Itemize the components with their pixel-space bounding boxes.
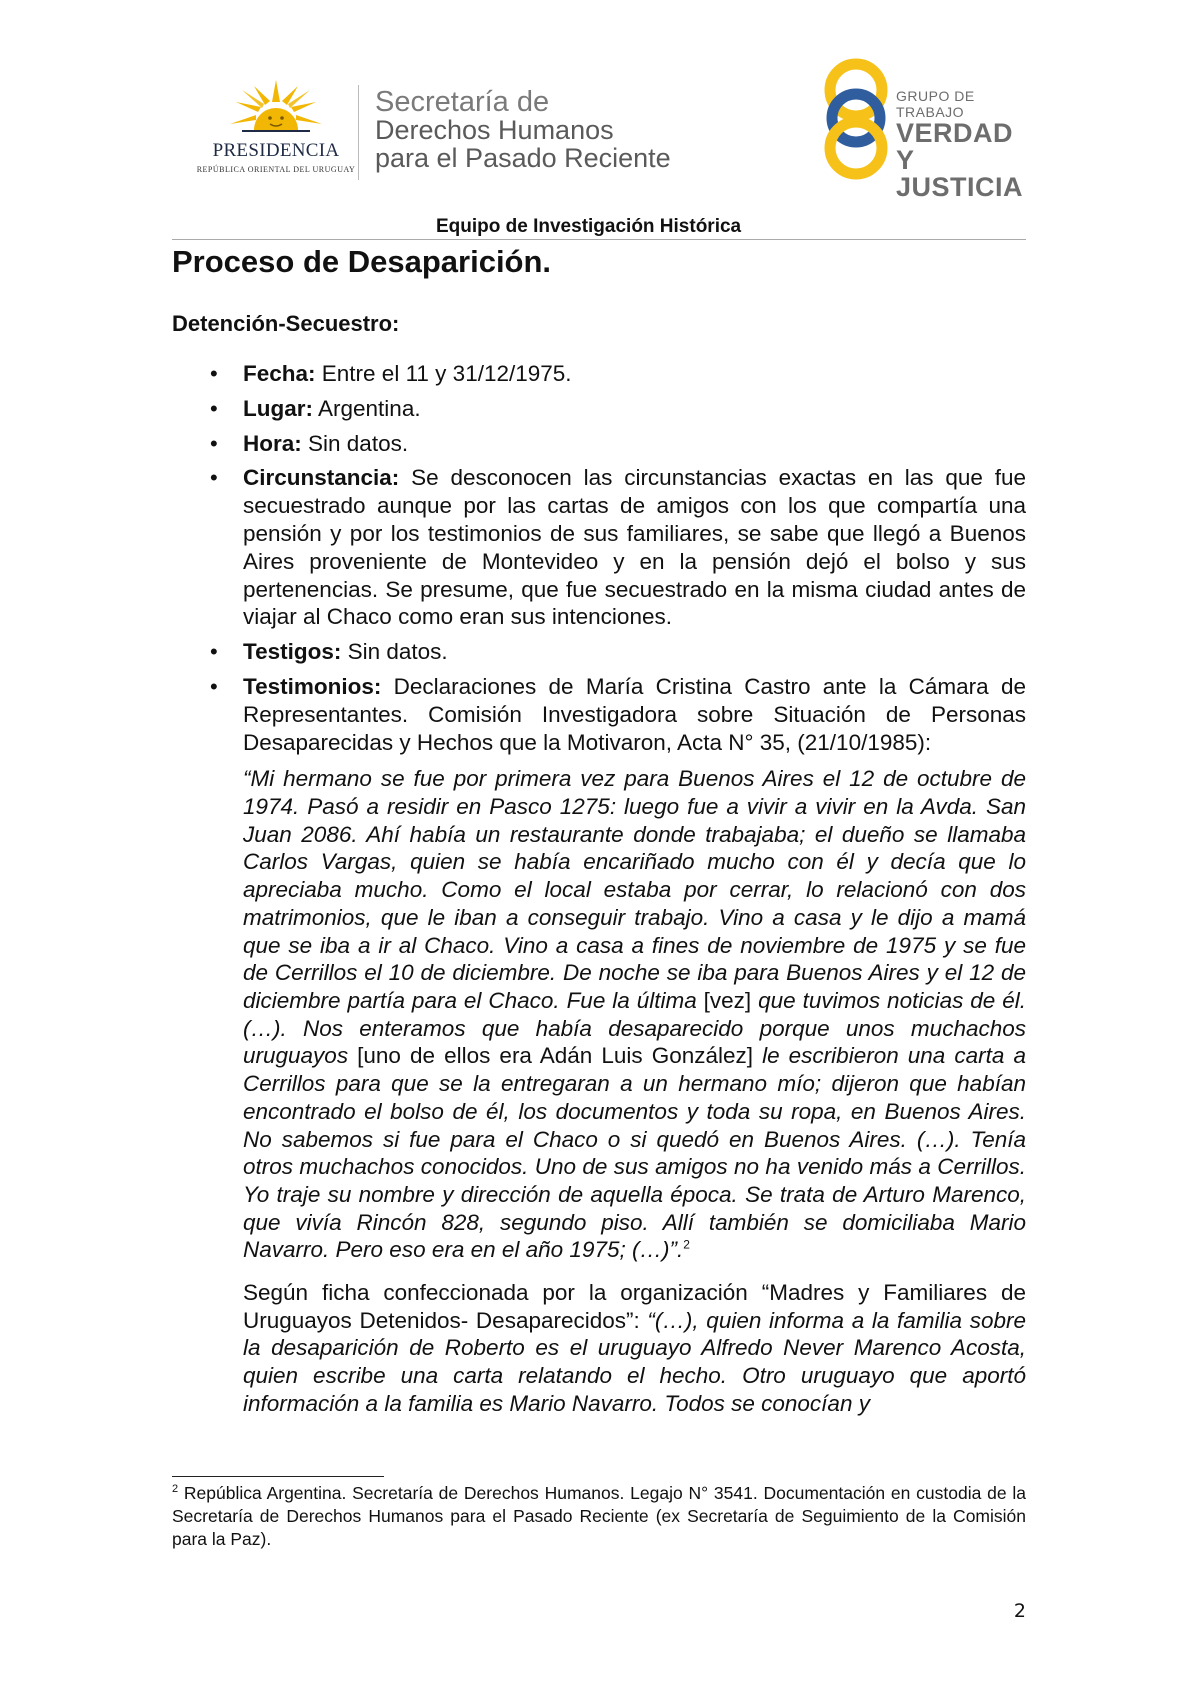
item-text: Sin datos. xyxy=(301,430,409,456)
item-label: Circunstancia: xyxy=(243,465,400,491)
item-label: Hora: xyxy=(243,430,302,456)
item-text: Declaraciones de María Cristina Castro ante la Cámara de Representantes. Comisión Investigadora sobre Situación de Personas Desaparecidas y Hechos que la Motivaron, Acta N° 35, (21/10/1985): xyxy=(243,673,1026,755)
presidencia-name: PRESIDENCIA xyxy=(212,140,340,161)
sun-icon xyxy=(228,78,324,140)
grupo-line1: GRUPO DE TRABAJO xyxy=(896,88,975,120)
quote-part2: que tuvimos noticias de él. (…). Nos enteramos que había desaparecido porque unos muchachos uruguayos xyxy=(243,987,1026,1069)
grupo-trabajo-text xyxy=(896,88,1038,201)
list-item-testigos xyxy=(172,638,1026,666)
quote-insert1: [vez] xyxy=(703,987,752,1013)
detail-list xyxy=(172,360,1026,756)
quote-part3: le escribieron una carta a Cerrillos para que se la entregaran a un hermano mío; dijeron que habían encontrado el bolso de él, los documentos y toda su ropa, en Buenos Aires. No sabemos si fue para el Chaco o si quedó en Buenos Aires. (…). Tenía otros muchachos conocidos. Uno de sus amigos no ha venido más a Cerrillos. Yo traje su nombre y dirección de aquella época. Se trata de Arturo Marenco, que vivía Rincón 828, segundo piso. Allí también se domiciliaba Mario Navarro. Pero eso era en el año 1975; (…)”. xyxy=(243,1043,1026,1263)
header-divider xyxy=(358,85,359,180)
rings-icon xyxy=(818,56,894,181)
list-item-circunstancia xyxy=(172,464,1026,631)
item-label: Fecha: xyxy=(243,361,316,386)
grupo-trabajo-logo xyxy=(818,56,1038,202)
footnote-text: República Argentina. Secretaría de Derechos Humanos. Legajo N° 3541. Documentación en custodia de la Secretaría de Derechos Humanos para el Pasado Reciente (ex Secretaría de Seguimiento de la Comisión para la Paz). xyxy=(172,1483,1026,1549)
list-item-hora xyxy=(172,430,1026,458)
presidencia-logo xyxy=(196,78,356,178)
secretaria-line3: para el Pasado Reciente xyxy=(375,143,671,173)
grupo-line2: VERDAD Y xyxy=(896,118,1014,175)
section-heading: Detención-Secuestro: xyxy=(172,311,400,336)
page-title: Proceso de Desaparición. xyxy=(172,244,552,279)
footnote-rule xyxy=(172,1476,384,1477)
item-text: Entre el 11 y 31/12/1975. xyxy=(315,361,572,386)
item-text: Sin datos. xyxy=(341,639,448,665)
item-label: Lugar: xyxy=(243,395,313,421)
footnote-ref[interactable]: 2 xyxy=(683,1237,690,1252)
secretaria-line1: Secretaría de xyxy=(375,86,550,118)
grupo-line3: JUSTICIA xyxy=(896,172,1024,202)
footnote xyxy=(172,1482,1026,1551)
quote-part1: “Mi hermano se fue por primera vez para Buenos Aires el 12 de octubre de 1974. Pasó a residir en Pasco 1275: luego fue a vivir a vivir en la Avda. San Juan 2086. Ahí había un restaurante donde trabajaba; el dueño se llamaba Carlos Vargas, quien se había encariñado mucho con él y decía que lo apreciaba mucho. Como el local estaba por cerrar, lo relacionó con dos matrimonios, que le iban a conseguir trabajo. Vino a casa y le dijo a mamá que se iba a ir al Chaco. Vino a casa a fines de noviembre de 1975 y se fue de Cerrillos el 10 de diciembre. De noche se iba para Buenos Aires y el 12 de diciembre partía para el Chaco. Fue la última xyxy=(243,766,1026,1013)
secretaria-logo-text xyxy=(375,88,671,172)
para-plain: Según ficha confeccionada por la organización “Madres y Familiares de Uruguayos Detenidos- Desaparecidos”: xyxy=(243,1280,1026,1333)
header-rule xyxy=(172,239,1026,240)
page-header xyxy=(0,0,1190,237)
list-item-lugar xyxy=(172,395,1026,423)
footnote-number: 2 xyxy=(172,1483,179,1496)
list-item-fecha xyxy=(172,360,1026,388)
testimony-quote xyxy=(243,765,1026,1264)
item-text: Argentina. xyxy=(313,395,421,421)
quote-insert2: [uno de ellos era Adán Luis González] xyxy=(357,1043,754,1069)
item-label: Testimonios: xyxy=(243,673,382,699)
page-number: 2 xyxy=(1013,1600,1026,1622)
item-text: Se desconocen las circunstancias exactas en las que fue secuestrado aunque por las cartas de amigos con los que compartía una pensión y por los testimonios de sus familiares, se sabe que llegó a Buenos Aires proveniente de Montevideo y en la pensión dejó el bolso y sus pertenencias. Se presume, que fue secuestrado en la misma ciudad antes de viajar al Chaco como eran sus intenciones. xyxy=(243,465,1026,630)
team-name: Equipo de Investigación Histórica xyxy=(436,216,742,237)
secretaria-line2: Derechos Humanos xyxy=(375,115,614,145)
document-body xyxy=(172,242,1026,1418)
item-label: Testigos: xyxy=(243,639,342,665)
list-item-testimonios xyxy=(172,673,1026,756)
para-italic: “(…), quien informa a la familia sobre la desaparición de Roberto es el uruguayo Alfredo Never Marenco Acosta, quien escribe una carta relatando el hecho. Otro uruguayo que aportó información a la familia es Mario Navarro. Todos se conocían y xyxy=(243,1307,1026,1416)
ficha-paragraph xyxy=(243,1279,1026,1418)
presidencia-subtitle: REPÚBLICA ORIENTAL DEL URUGUAY xyxy=(196,165,356,174)
